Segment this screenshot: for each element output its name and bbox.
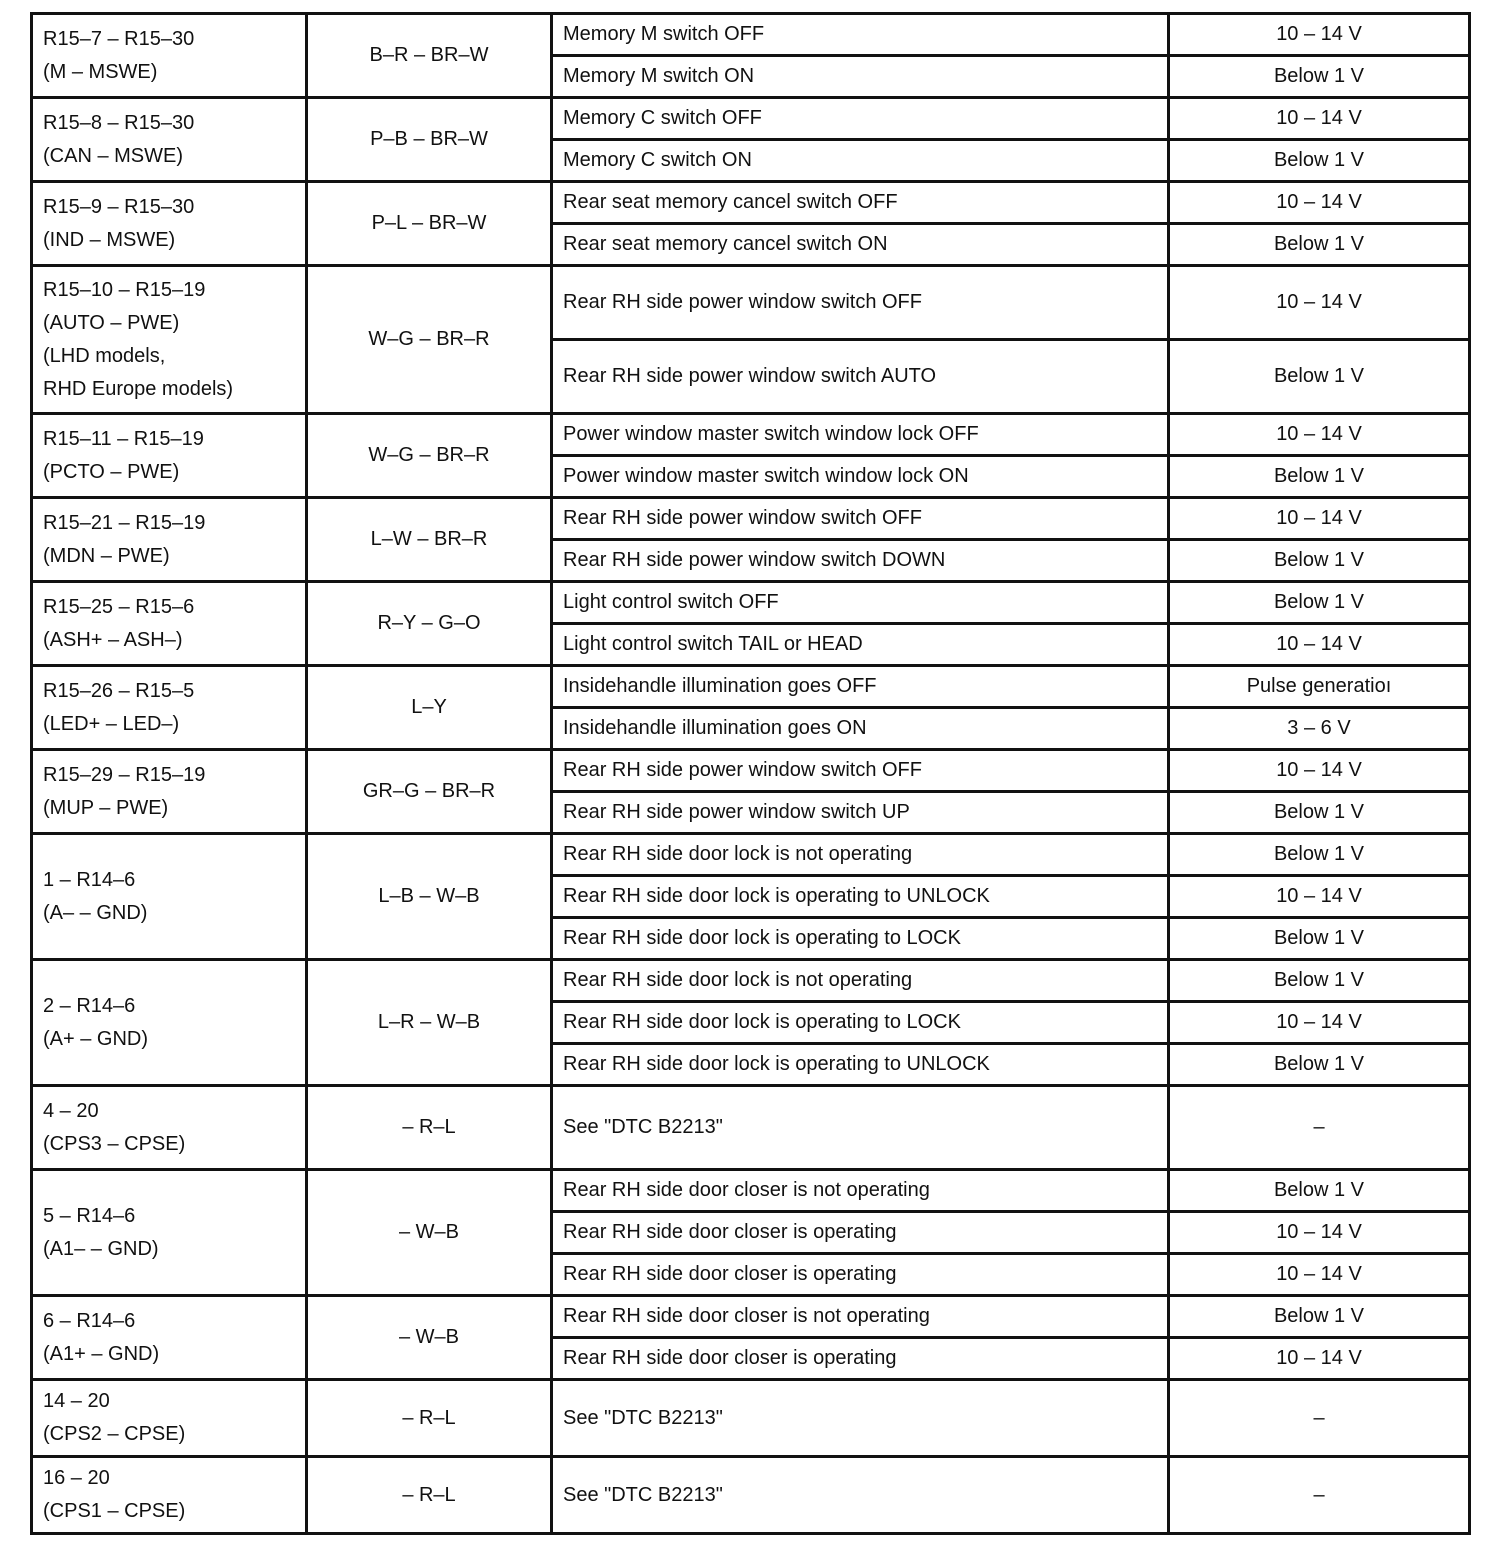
specified-condition-cell: 10 – 14 V <box>1169 14 1470 56</box>
specified-condition-cell: 10 – 14 V <box>1169 750 1470 792</box>
specified-condition-cell: Below 1 V <box>1169 140 1470 182</box>
condition-cell: Memory C switch ON <box>552 140 1169 182</box>
terminal-cell <box>32 182 307 266</box>
terminal-line: R15–26 – R15–5 <box>43 679 195 702</box>
specified-condition-cell: 10 – 14 V <box>1169 1212 1470 1254</box>
terminal-line: R15–7 – R15–30 <box>43 27 195 50</box>
condition-cell: Memory M switch ON <box>552 56 1169 98</box>
wiring-color-cell: – W–B <box>307 1296 552 1380</box>
specified-condition-cell: 10 – 14 V <box>1169 414 1470 456</box>
terminal-cell <box>32 14 307 98</box>
table-row <box>32 1457 1470 1534</box>
wiring-color-cell: R–Y – G–O <box>307 582 552 666</box>
terminal-line: R15–11 – R15–19 <box>43 427 204 450</box>
terminal-cell <box>32 834 307 960</box>
terminal-line: R15–29 – R15–19 <box>43 763 206 786</box>
terminal-voltage-table <box>30 12 1471 1535</box>
table-row <box>32 582 1470 624</box>
condition-cell: Power window master switch window lock OFF <box>552 414 1169 456</box>
condition-cell: See "DTC B2213" <box>552 1457 1169 1534</box>
terminal-line: 2 – R14–6 <box>43 994 136 1017</box>
terminal-cell <box>32 1296 307 1380</box>
wiring-color-cell: – W–B <box>307 1170 552 1296</box>
table-row <box>32 182 1470 224</box>
terminal-line: (A1– – GND) <box>43 1237 159 1260</box>
specified-condition-cell: Below 1 V <box>1169 540 1470 582</box>
terminal-line: R15–10 – R15–19 <box>43 278 206 301</box>
terminal-cell <box>32 1170 307 1296</box>
terminal-line: (MUP – PWE) <box>43 796 169 819</box>
terminal-line: (LHD models, <box>43 344 166 367</box>
specified-condition-cell: 10 – 14 V <box>1169 876 1470 918</box>
wiring-color-cell: – R–L <box>307 1380 552 1457</box>
terminal-line: 1 – R14–6 <box>43 868 136 891</box>
specified-condition-cell: 10 – 14 V <box>1169 98 1470 140</box>
specified-condition-cell: Below 1 V <box>1169 1044 1470 1086</box>
specified-condition-cell: Below 1 V <box>1169 918 1470 960</box>
specified-condition-cell: 10 – 14 V <box>1169 1338 1470 1380</box>
specified-condition-cell: 10 – 14 V <box>1169 624 1470 666</box>
wiring-color-cell: L–R – W–B <box>307 960 552 1086</box>
table-row <box>32 1296 1470 1338</box>
wiring-color-cell: P–L – BR–W <box>307 182 552 266</box>
table-row <box>32 1170 1470 1212</box>
condition-cell: Memory M switch OFF <box>552 14 1169 56</box>
terminal-line: RHD Europe models) <box>43 377 234 400</box>
table-row <box>32 834 1470 876</box>
terminal-cell <box>32 960 307 1086</box>
specified-condition-cell: Below 1 V <box>1169 456 1470 498</box>
condition-cell: Rear RH side door lock is operating to UNLOCK <box>552 876 1169 918</box>
terminal-line: (A+ – GND) <box>43 1027 149 1050</box>
specified-condition-cell: – <box>1169 1457 1470 1534</box>
terminal-line: (M – MSWE) <box>43 60 158 83</box>
condition-cell: Rear RH side power window switch OFF <box>552 750 1169 792</box>
condition-cell: Rear seat memory cancel switch ON <box>552 224 1169 266</box>
terminal-line: R15–21 – R15–19 <box>43 511 206 534</box>
condition-cell: Rear RH side door closer is operating <box>552 1338 1169 1380</box>
specified-condition-cell: Pulse generatioı <box>1169 666 1470 708</box>
terminal-line: (IND – MSWE) <box>43 228 176 251</box>
wiring-color-cell: P–B – BR–W <box>307 98 552 182</box>
terminal-line: (CPS1 – CPSE) <box>43 1500 186 1522</box>
terminal-line: (AUTO – PWE) <box>43 311 180 334</box>
condition-cell: Memory C switch OFF <box>552 98 1169 140</box>
condition-cell: Rear RH side door lock is operating to UNLOCK <box>552 1044 1169 1086</box>
terminal-cell <box>32 98 307 182</box>
terminal-cell <box>32 1086 307 1170</box>
terminal-line: (MDN – PWE) <box>43 544 170 567</box>
condition-cell: Rear RH side door lock is not operating <box>552 834 1169 876</box>
specified-condition-cell: Below 1 V <box>1169 1170 1470 1212</box>
table-row <box>32 960 1470 1002</box>
specified-condition-cell: Below 1 V <box>1169 1296 1470 1338</box>
wiring-color-cell: L–W – BR–R <box>307 498 552 582</box>
terminal-cell <box>32 498 307 582</box>
specified-condition-cell: – <box>1169 1380 1470 1457</box>
condition-cell: Rear RH side power window switch OFF <box>552 266 1169 340</box>
specified-condition-cell: – <box>1169 1086 1470 1170</box>
condition-cell: Rear RH side door lock is operating to LOCK <box>552 918 1169 960</box>
specified-condition-cell: Below 1 V <box>1169 582 1470 624</box>
wiring-color-cell: L–Y <box>307 666 552 750</box>
terminal-line: 16 – 20 <box>43 1467 110 1489</box>
wiring-color-cell: GR–G – BR–R <box>307 750 552 834</box>
terminal-line: (A– – GND) <box>43 901 148 924</box>
table-row <box>32 1086 1470 1170</box>
specified-condition-cell: Below 1 V <box>1169 56 1470 98</box>
wiring-color-cell: L–B – W–B <box>307 834 552 960</box>
terminal-line: (CPS2 – CPSE) <box>43 1423 186 1445</box>
terminal-line: 6 – R14–6 <box>43 1309 136 1332</box>
specified-condition-cell: Below 1 V <box>1169 834 1470 876</box>
condition-cell: Rear RH side door lock is not operating <box>552 960 1169 1002</box>
table-row <box>32 1380 1470 1457</box>
terminal-cell <box>32 750 307 834</box>
condition-cell: Rear RH side door lock is operating to LOCK <box>552 1002 1169 1044</box>
specified-condition-cell: 10 – 14 V <box>1169 182 1470 224</box>
condition-cell: See "DTC B2213" <box>552 1086 1169 1170</box>
condition-cell: Light control switch TAIL or HEAD <box>552 624 1169 666</box>
wiring-color-cell: – R–L <box>307 1457 552 1534</box>
terminal-line: 14 – 20 <box>43 1390 110 1412</box>
condition-cell: Rear RH side door closer is not operating <box>552 1170 1169 1212</box>
specified-condition-cell: 10 – 14 V <box>1169 1254 1470 1296</box>
condition-cell: See "DTC B2213" <box>552 1380 1169 1457</box>
condition-cell: Rear RH side power window switch DOWN <box>552 540 1169 582</box>
condition-cell: Power window master switch window lock ON <box>552 456 1169 498</box>
wiring-color-cell: W–G – BR–R <box>307 414 552 498</box>
terminal-line: R15–25 – R15–6 <box>43 595 195 618</box>
condition-cell: Rear RH side door closer is not operating <box>552 1296 1169 1338</box>
specified-condition-cell: Below 1 V <box>1169 960 1470 1002</box>
specified-condition-cell: 10 – 14 V <box>1169 498 1470 540</box>
terminal-line: (LED+ – LED–) <box>43 712 180 735</box>
table-row <box>32 414 1470 456</box>
table-row <box>32 666 1470 708</box>
terminal-line: 4 – 20 <box>43 1099 99 1122</box>
terminal-line: 5 – R14–6 <box>43 1204 136 1227</box>
condition-cell: Insidehandle illumination goes ON <box>552 708 1169 750</box>
specified-condition-cell: 3 – 6 V <box>1169 708 1470 750</box>
terminal-cell <box>32 582 307 666</box>
terminal-line: (CPS3 – CPSE) <box>43 1132 186 1155</box>
terminal-cell <box>32 666 307 750</box>
terminal-line: R15–8 – R15–30 <box>43 111 195 134</box>
terminal-cell <box>32 1457 307 1534</box>
condition-cell: Rear RH side power window switch OFF <box>552 498 1169 540</box>
condition-cell: Rear RH side door closer is operating <box>552 1254 1169 1296</box>
specified-condition-cell: 10 – 14 V <box>1169 1002 1470 1044</box>
terminal-cell <box>32 1380 307 1457</box>
condition-cell: Rear RH side door closer is operating <box>552 1212 1169 1254</box>
table-row <box>32 498 1470 540</box>
condition-cell: Rear seat memory cancel switch OFF <box>552 182 1169 224</box>
specified-condition-cell: 10 – 14 V <box>1169 266 1470 340</box>
condition-cell: Rear RH side power window switch UP <box>552 792 1169 834</box>
specified-condition-cell: Below 1 V <box>1169 340 1470 414</box>
terminal-line: (PCTO – PWE) <box>43 460 180 483</box>
terminal-line: (CAN – MSWE) <box>43 144 183 167</box>
table-row <box>32 266 1470 340</box>
table-row <box>32 14 1470 56</box>
wiring-color-cell: W–G – BR–R <box>307 266 552 414</box>
terminal-line: (A1+ – GND) <box>43 1342 160 1365</box>
table-row <box>32 98 1470 140</box>
terminal-line: (ASH+ – ASH–) <box>43 628 183 651</box>
terminal-cell <box>32 414 307 498</box>
specified-condition-cell: Below 1 V <box>1169 792 1470 834</box>
specified-condition-cell: Below 1 V <box>1169 224 1470 266</box>
condition-cell: Rear RH side power window switch AUTO <box>552 340 1169 414</box>
condition-cell: Insidehandle illumination goes OFF <box>552 666 1169 708</box>
terminal-cell <box>32 266 307 414</box>
wiring-color-cell: B–R – BR–W <box>307 14 552 98</box>
wiring-color-cell: – R–L <box>307 1086 552 1170</box>
terminal-line: R15–9 – R15–30 <box>43 195 195 218</box>
table-body <box>32 14 1470 1534</box>
table-row <box>32 750 1470 792</box>
condition-cell: Light control switch OFF <box>552 582 1169 624</box>
